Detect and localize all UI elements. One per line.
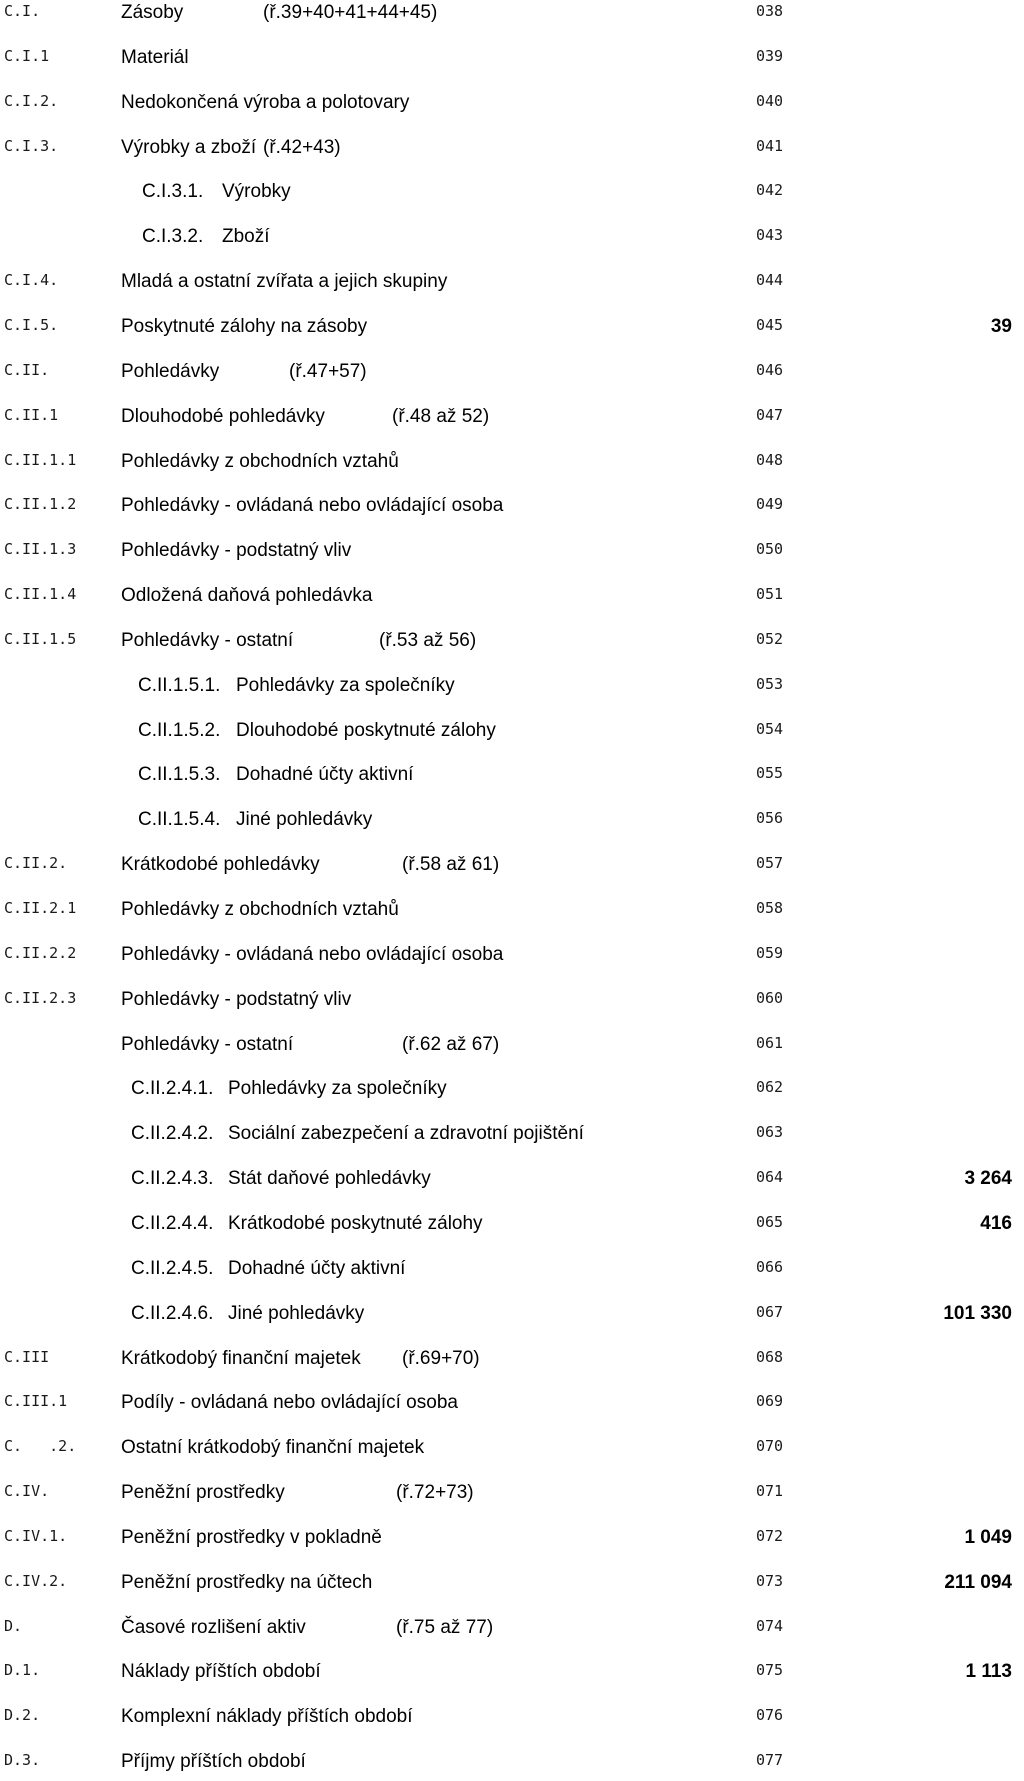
row-subcode: C.II.2.4.4. — [131, 1212, 214, 1234]
row-formula: (ř.53 až 56) — [379, 629, 477, 651]
row-subcode: C.II.1.5.4. — [138, 809, 221, 831]
row-label: Jiné pohledávky — [236, 809, 373, 831]
row-label: Pohledávky - ostatní — [121, 629, 294, 651]
table-row — [0, 361, 1024, 391]
row-label: Zásoby — [121, 2, 184, 23]
row-code: D.2. — [4, 1706, 41, 1725]
row-number: 053 — [756, 674, 784, 693]
row-subcode: C.II.2.4.6. — [131, 1302, 214, 1324]
row-value: 416 — [980, 1212, 1012, 1234]
row-label: Dohadné účty aktivní — [228, 1257, 406, 1279]
row-subcode: C.II.2.4.5. — [131, 1257, 214, 1279]
row-subcode: C.II.1.5.1. — [138, 674, 221, 696]
row-value: 1 113 — [965, 1661, 1012, 1683]
table-row — [0, 92, 1024, 122]
table-row — [0, 406, 1024, 436]
row-code: C.II.1.1 — [4, 450, 77, 469]
row-subcode: C.II.1.5.3. — [138, 764, 221, 786]
row-code: C.II. — [4, 360, 50, 379]
table-row — [0, 1348, 1024, 1378]
row-subcode: C.I.3.2. — [142, 226, 204, 248]
row-label: Pohledávky za společníky — [236, 674, 455, 696]
row-label: Peněžní prostředky v pokladně — [121, 1526, 382, 1548]
table-row — [0, 451, 1024, 481]
row-number: 050 — [756, 540, 784, 559]
table-row — [0, 316, 1024, 346]
table-row — [0, 1751, 1024, 1781]
row-code: C.II.2.2 — [4, 943, 77, 962]
table-row — [0, 1572, 1024, 1602]
row-code: C.II.1.4 — [4, 585, 77, 604]
row-number: 070 — [756, 1437, 784, 1456]
row-code: C.IV.1. — [4, 1526, 68, 1545]
table-row — [0, 495, 1024, 525]
table-row — [0, 271, 1024, 301]
row-code: C.III.1 — [4, 1392, 68, 1411]
row-number: 047 — [756, 405, 784, 424]
row-label: Dohadné účty aktivní — [236, 764, 414, 786]
row-code: C.IV.2. — [4, 1571, 68, 1590]
row-number: 059 — [756, 943, 784, 962]
row-label: Výrobky — [222, 181, 291, 203]
row-number: 041 — [756, 136, 784, 155]
row-code: D. — [4, 1616, 23, 1635]
row-subcode: C.I.3.1. — [142, 181, 204, 203]
row-label: Peněžní prostředky — [121, 1482, 285, 1504]
row-value: 101 330 — [943, 1302, 1012, 1324]
row-number: 048 — [756, 450, 784, 469]
table-row — [0, 989, 1024, 1019]
row-number: 061 — [756, 1033, 784, 1052]
row-code: C.II.2.1 — [4, 899, 77, 917]
row-code: D.1. — [4, 1661, 41, 1680]
row-label: Poskytnuté zálohy na zásoby — [121, 315, 368, 337]
row-number: 064 — [756, 1168, 784, 1187]
row-value: 39 — [990, 315, 1012, 337]
row-label: Pohledávky - ostatní — [121, 1033, 294, 1055]
row-formula: (ř.48 až 52) — [392, 405, 490, 427]
row-code: C.III — [4, 1347, 50, 1366]
table-row — [0, 764, 1024, 794]
row-label: Pohledávky - podstatný vliv — [121, 988, 352, 1010]
row-number: 072 — [756, 1526, 784, 1545]
row-code: C.I.3. — [4, 136, 59, 155]
row-number: 054 — [756, 719, 784, 738]
row-number: 039 — [756, 46, 784, 65]
row-number: 076 — [756, 1706, 784, 1725]
row-number: 073 — [756, 1571, 784, 1590]
row-label: Pohledávky - ovládaná nebo ovládající osoba — [121, 495, 504, 517]
row-code: C.II.1.5 — [4, 629, 77, 648]
row-number: 062 — [756, 1078, 784, 1097]
row-number: 052 — [756, 629, 784, 648]
row-label: Krátkodobé pohledávky — [121, 854, 320, 876]
row-formula: (ř.39+40+41+44+45) — [263, 2, 438, 23]
row-label: Komplexní náklady příštích období — [121, 1706, 413, 1728]
row-formula: (ř.75 až 77) — [396, 1616, 494, 1638]
table-row — [0, 630, 1024, 660]
table-row — [0, 1303, 1024, 1333]
row-number: 056 — [756, 809, 784, 828]
row-code: D.3. — [4, 1751, 41, 1770]
row-number: 060 — [756, 988, 784, 1007]
table-row — [0, 899, 1024, 929]
table-row — [0, 1392, 1024, 1422]
row-code: C.I.1 — [4, 46, 50, 65]
row-label: Zboží — [222, 226, 270, 248]
row-number: 067 — [756, 1302, 784, 1321]
table-row — [0, 944, 1024, 974]
row-code: C.I. — [4, 2, 41, 20]
row-label: Podíly - ovládaná nebo ovládající osoba — [121, 1392, 458, 1414]
table-row — [0, 540, 1024, 570]
table-row — [0, 1168, 1024, 1198]
row-number: 068 — [756, 1347, 784, 1366]
table-row — [0, 47, 1024, 77]
table-row — [0, 720, 1024, 750]
table-row — [0, 1258, 1024, 1288]
table-row — [0, 1527, 1024, 1557]
table-row — [0, 1213, 1024, 1243]
row-number: 077 — [756, 1751, 784, 1770]
row-label: Nedokončená výroba a polotovary — [121, 91, 410, 113]
row-formula: (ř.69+70) — [402, 1347, 480, 1369]
row-label: Ostatní krátkodobý finanční majetek — [121, 1437, 425, 1459]
row-number: 043 — [756, 226, 784, 245]
row-value: 211 094 — [944, 1571, 1012, 1593]
row-number: 074 — [756, 1616, 784, 1635]
table-row — [0, 585, 1024, 615]
row-number: 066 — [756, 1257, 784, 1276]
row-subcode: C.II.2.4.1. — [131, 1078, 214, 1100]
table-row — [0, 2, 1024, 32]
row-label: Materiál — [121, 46, 189, 68]
table-row — [0, 1482, 1024, 1512]
row-code: C. .2. — [4, 1437, 77, 1456]
row-label: Mladá a ostatní zvířata a jejich skupiny — [121, 271, 448, 293]
row-number: 045 — [756, 315, 784, 334]
row-number: 040 — [756, 91, 784, 110]
row-code: C.II.1 — [4, 405, 59, 424]
row-label: Náklady příštích období — [121, 1661, 321, 1683]
row-label: Příjmy příštích období — [121, 1751, 306, 1773]
row-label: Pohledávky z obchodních vztahů — [121, 899, 399, 920]
row-number: 075 — [756, 1661, 784, 1680]
table-row — [0, 1706, 1024, 1736]
row-number: 038 — [756, 2, 784, 20]
table-row — [0, 1078, 1024, 1108]
row-label: Dlouhodobé poskytnuté zálohy — [236, 719, 496, 741]
table-row — [0, 1661, 1024, 1691]
row-label: Krátkodobý finanční majetek — [121, 1347, 361, 1369]
row-label: Pohledávky za společníky — [228, 1078, 447, 1100]
row-label: Pohledávky - ovládaná nebo ovládající osoba — [121, 943, 504, 965]
row-code: C.I.5. — [4, 315, 59, 334]
row-number: 042 — [756, 181, 784, 200]
row-code: C.II.2. — [4, 854, 68, 873]
row-number: 057 — [756, 854, 784, 873]
row-number: 049 — [756, 495, 784, 514]
row-label: Pohledávky - podstatný vliv — [121, 540, 352, 562]
row-number: 063 — [756, 1123, 784, 1142]
row-subcode: C.II.1.5.2. — [138, 719, 221, 741]
row-number: 055 — [756, 764, 784, 783]
row-label: Časové rozlišení aktiv — [121, 1616, 306, 1638]
row-code: C.I.2. — [4, 91, 59, 110]
row-value: 1 049 — [964, 1526, 1012, 1548]
table-row — [0, 181, 1024, 211]
table-row — [0, 1034, 1024, 1064]
row-formula: (ř.72+73) — [396, 1482, 474, 1504]
row-label: Jiné pohledávky — [228, 1302, 365, 1324]
row-label: Výrobky a zboží — [121, 136, 257, 158]
row-number: 046 — [756, 360, 784, 379]
row-code: C.IV. — [4, 1482, 50, 1501]
row-label: Krátkodobé poskytnuté zálohy — [228, 1212, 483, 1234]
row-number: 044 — [756, 271, 784, 290]
row-label: Stát daňové pohledávky — [228, 1168, 431, 1190]
row-formula: (ř.58 až 61) — [402, 854, 500, 876]
row-number: 071 — [756, 1482, 784, 1501]
table-row — [0, 1437, 1024, 1467]
row-subcode: C.II.2.4.2. — [131, 1123, 214, 1145]
table-row — [0, 809, 1024, 839]
row-label: Odložená daňová pohledávka — [121, 585, 373, 607]
row-label: Sociální zabezpečení a zdravotní pojištění — [228, 1123, 584, 1145]
row-subcode: C.II.2.4.3. — [131, 1168, 214, 1190]
table-row — [0, 675, 1024, 705]
row-formula: (ř.42+43) — [263, 136, 341, 158]
table-row — [0, 854, 1024, 884]
row-formula: (ř.62 až 67) — [402, 1033, 500, 1055]
table-row — [0, 137, 1024, 167]
row-number: 051 — [756, 585, 784, 604]
row-code: C.II.1.2 — [4, 495, 77, 514]
table-row — [0, 1617, 1024, 1647]
row-number: 065 — [756, 1212, 784, 1231]
table-row — [0, 1123, 1024, 1153]
row-number: 058 — [756, 899, 784, 917]
row-formula: (ř.47+57) — [289, 360, 367, 382]
row-number: 069 — [756, 1392, 784, 1411]
row-code: C.II.1.3 — [4, 540, 77, 559]
row-code: C.II.2.3 — [4, 988, 77, 1007]
row-label: Pohledávky — [121, 360, 220, 382]
row-code: C.I.4. — [4, 271, 59, 290]
row-label: Dlouhodobé pohledávky — [121, 405, 325, 427]
row-label: Pohledávky z obchodních vztahů — [121, 450, 399, 472]
table-row — [0, 226, 1024, 256]
row-value: 3 264 — [964, 1168, 1012, 1190]
row-label: Peněžní prostředky na účtech — [121, 1571, 373, 1593]
